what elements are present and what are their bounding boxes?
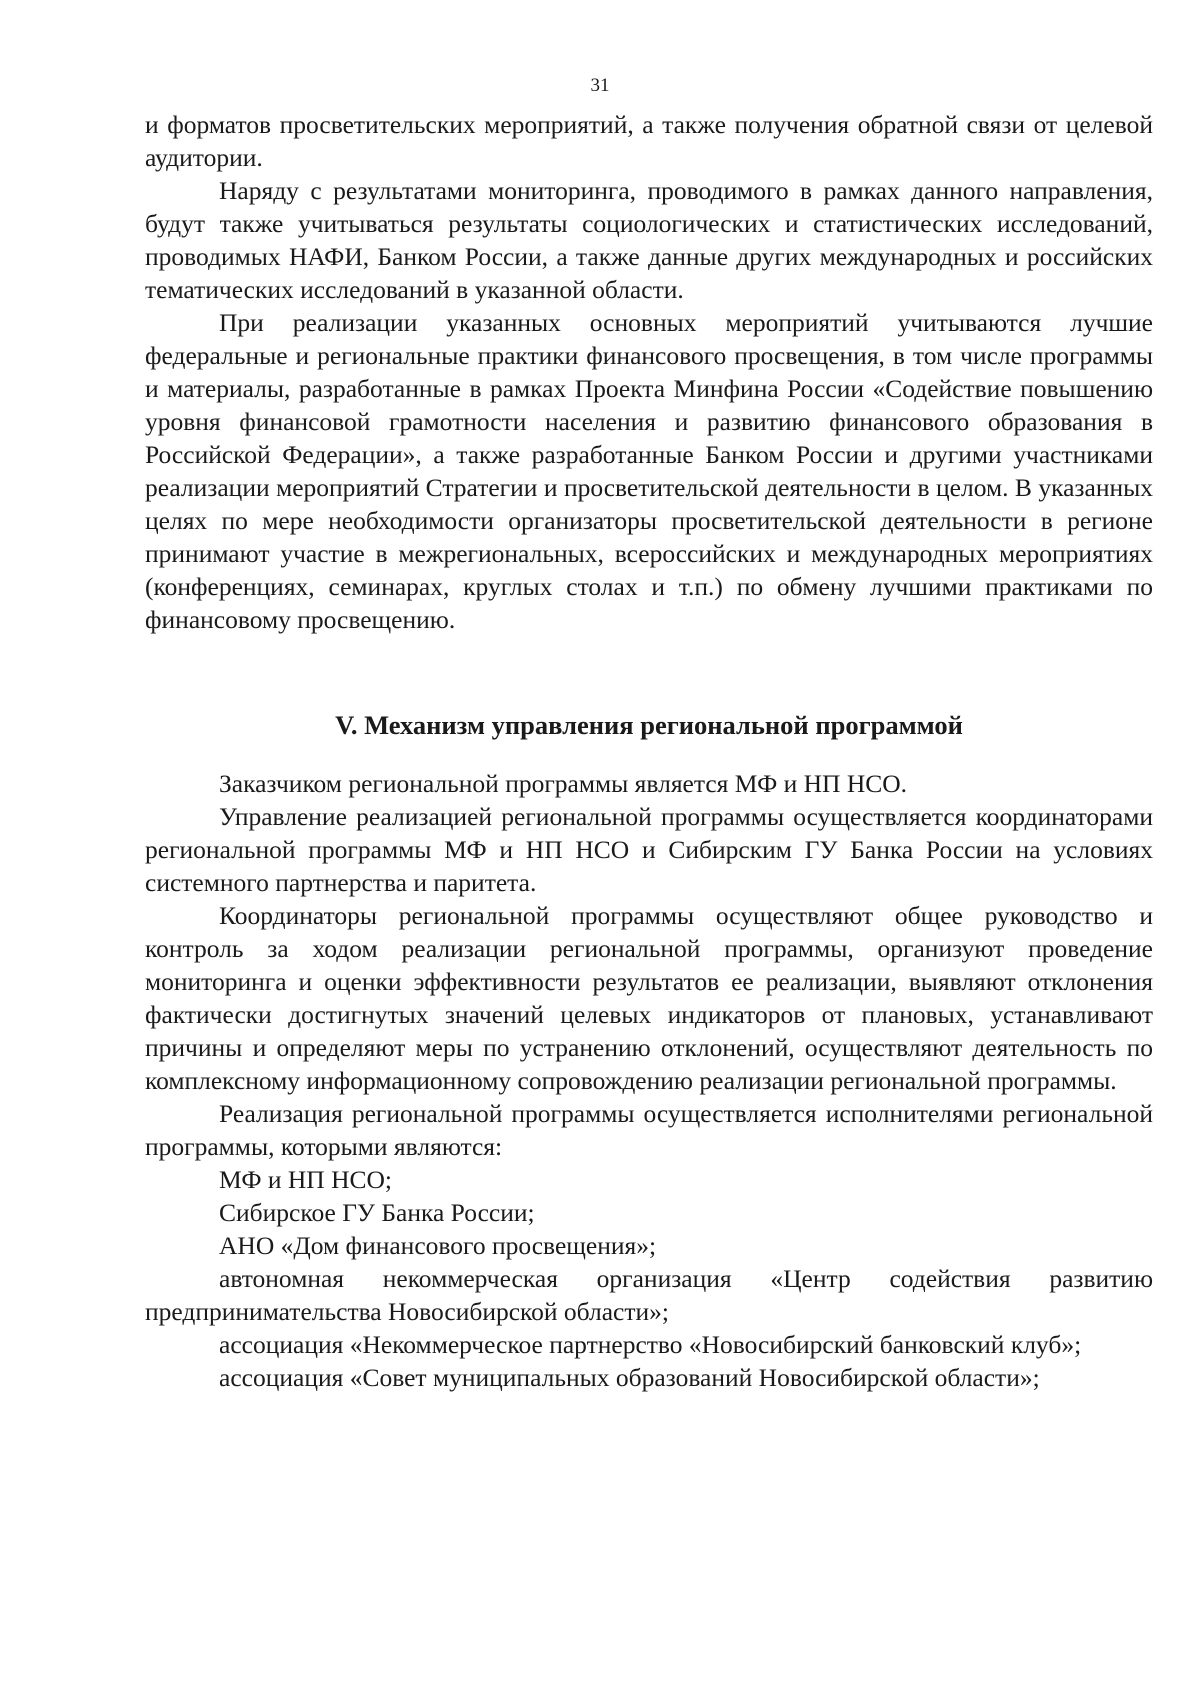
page-number: 31 xyxy=(590,75,610,96)
paragraph-best-practices: При реализации указанных основных мероприятий учитываются лучшие федеральные и региональные практики финансового просвещения, в том числе программы и материалы, разработанные в рамках Проекта Минфина России «Содействие повышению уровня финансовой грамотности населения и развитию финансового образования в Российской Федерации», а также разработанные Банком России и другими участниками реализации мероприятий Стратегии и просветительской деятельности в целом. В указанных целях по мере необходимости организаторы просветительской деятельности в регионе принимают участие в межрегиональных, всероссийских и международных мероприятиях (конференциях, семинарах, круглых столах и т.п.) по обмену лучшими практиками по финансовому просвещению. xyxy=(145,308,1153,634)
paragraph-coordinators: Координаторы региональной программы осуществляют общее руководство и контроль за ходом реализации региональной программы, организуют проведение мониторинга и оценки эффективности результатов ее реализации, выявляют отклонения фактически достигнутых значений целевых индикаторов от плановых, устанавливают причины и определяют меры по устранению отклонений, осуществляют деятельность по комплексному информационному сопровождению реализации региональной программы. xyxy=(145,901,1153,1095)
paragraph-continuation: и форматов просветительских мероприятий, а также получения обратной связи от целевой аудитории. xyxy=(145,110,1153,172)
list-item: МФ и НП НСО; xyxy=(219,1165,393,1194)
paragraph-customer: Заказчиком региональной программы является МФ и НП НСО. xyxy=(219,769,908,798)
paragraph-management: Управление реализацией региональной программы осуществляется координаторами региональной программы МФ и НП НСО и Сибирским ГУ Банка России на условиях системного партнерства и паритета. xyxy=(145,802,1153,897)
section-heading-block xyxy=(145,708,1153,742)
list-item: автономная некоммерческая организация «Центр содействия развитию предпринимательства Новосибирской области»; xyxy=(145,1264,1153,1326)
list-item: ассоциация «Совет муниципальных образований Новосибирской области»; xyxy=(219,1363,1040,1392)
list-item: Сибирское ГУ Банка России; xyxy=(219,1198,535,1227)
list-item: ассоциация «Некоммерческое партнерство «Новосибирский банковский клуб»; xyxy=(219,1330,1082,1359)
paragraph-executors-intro: Реализация региональной программы осуществляется исполнителями региональной программы, которыми являются: xyxy=(145,1099,1153,1161)
section-management xyxy=(145,767,1153,1394)
list-item: АНО «Дом финансового просвещения»; xyxy=(219,1231,657,1260)
section-continuation xyxy=(145,108,1153,636)
section-heading: V. Механизм управления региональной программой xyxy=(335,710,963,740)
paragraph-monitoring: Наряду с результатами мониторинга, проводимого в рамках данного направления, будут также учитываться результаты социологических и статистических исследований, проводимых НАФИ, Банком России, а также данные других международных и российских тематических исследований в указанной области. xyxy=(145,176,1153,304)
